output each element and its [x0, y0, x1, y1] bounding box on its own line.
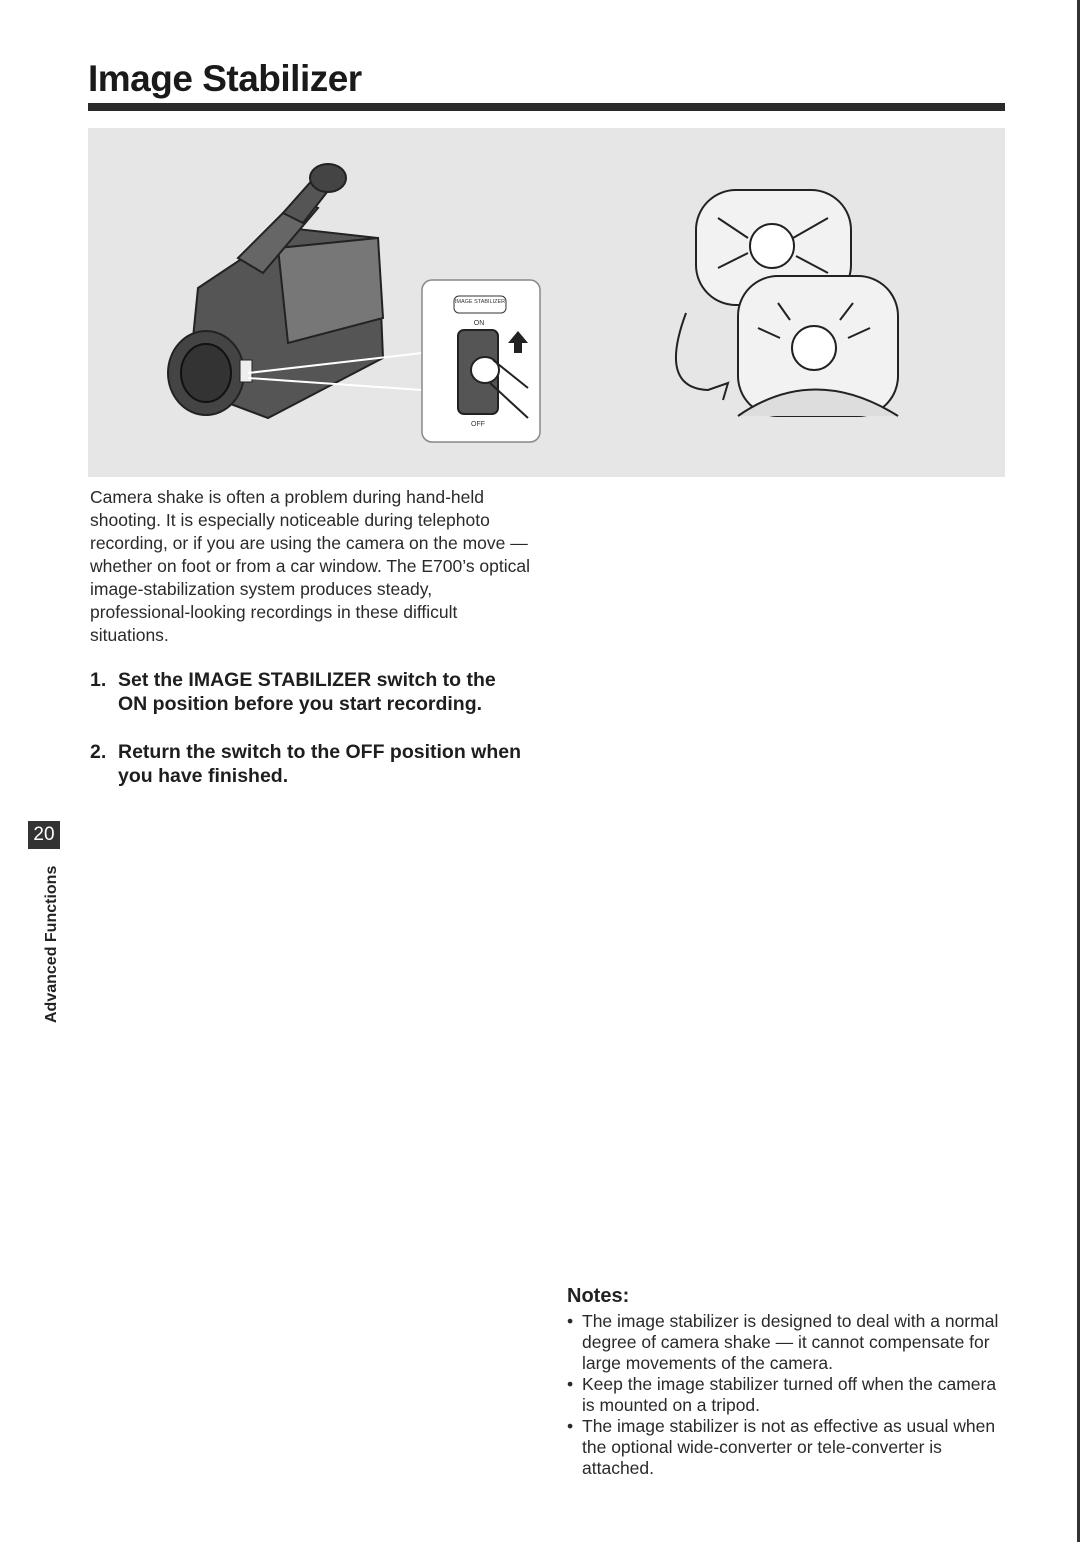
curved-arrow-icon [676, 313, 728, 400]
illustration-panel [88, 128, 1005, 477]
camcorder-illustration [88, 128, 1005, 477]
note-text: The image stabilizer is not as effective as usual when the optional wide-converter or tele-converter is attached. [582, 1416, 996, 1478]
page-title: Image Stabilizer [88, 58, 362, 99]
step-number: 1. [90, 669, 107, 691]
note-item: • Keep the image stabilizer turned off when the camera is mounted on a tripod. [567, 1374, 1007, 1416]
notes-section [567, 1285, 1007, 1479]
title-rule [88, 103, 1005, 111]
note-text: The image stabilizer is designed to deal with a normal degree of camera shake — it cannot compensate for large movements of the camera. [582, 1311, 999, 1373]
section-label: Advanced Functions [43, 865, 60, 1023]
switch-panel [422, 280, 540, 442]
note-item: • The image stabilizer is not as effective as usual when the optional wide-converter or tele-converter is attached. [567, 1416, 1007, 1479]
switch-label: IMAGE STABILIZER [454, 299, 506, 305]
step-text: Return the switch to the OFF position when you have finished. [118, 741, 521, 787]
steady-picture-icon [738, 276, 898, 416]
step-item [90, 741, 530, 788]
steps-list [90, 669, 530, 813]
step-text: Set the IMAGE STABILIZER switch to the ON position before you start recording. [118, 669, 496, 715]
intro-paragraph: Camera shake is often a problem during hand-held shooting. It is especially noticeable during telephoto recording, or if you are using the camera on the move — whether on foot or from a car window. The E700’s optical image-stabilization system produces steady, professional-looking recordings in these difficult situations. [90, 487, 531, 645]
page-number-tab: 20 [28, 821, 60, 849]
note-item: • The image stabilizer is designed to deal with a normal degree of camera shake — it cannot compensate for large movements of the camera. [567, 1311, 1007, 1374]
on-label: ON [473, 320, 485, 327]
off-label: OFF [471, 421, 485, 428]
step-item [90, 669, 530, 716]
note-text: Keep the image stabilizer turned off when the camera is mounted on a tripod. [582, 1374, 997, 1415]
step-number: 2. [90, 741, 107, 763]
notes-heading: Notes: [567, 1285, 630, 1307]
